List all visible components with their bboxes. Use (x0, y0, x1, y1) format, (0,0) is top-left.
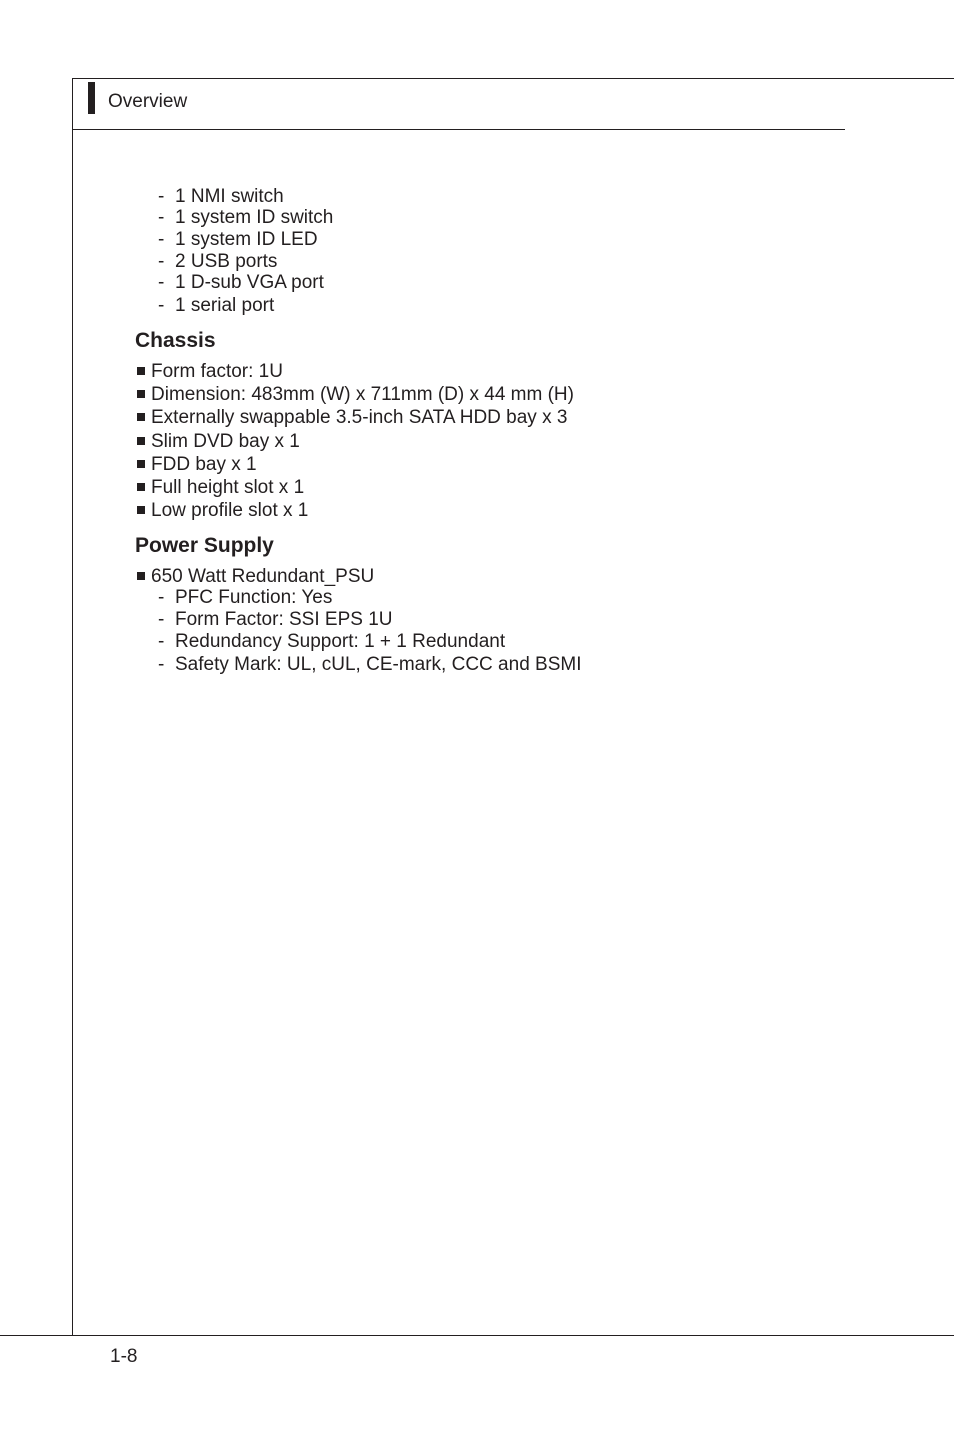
list-item-text: 1 NMI switch (175, 186, 284, 207)
list-item-text: FDD bay x 1 (151, 454, 257, 475)
chassis-heading: Chassis (135, 329, 216, 352)
header-marker-bar (88, 82, 95, 114)
square-bullet-icon (137, 460, 145, 468)
list-item-text: 2 USB ports (175, 251, 278, 272)
square-bullet-icon (137, 483, 145, 491)
list-item-text: PFC Function: Yes (175, 587, 333, 608)
list-item-text: 1 D-sub VGA port (175, 272, 324, 293)
header-divider (72, 129, 845, 130)
list-item-text: Safety Mark: UL, cUL, CE-mark, CCC and BSMI (175, 654, 582, 675)
square-bullet-icon (137, 437, 145, 445)
list-item-text: Form factor: 1U (151, 361, 283, 382)
page-frame-left-border (72, 78, 73, 1335)
dash-marker: - (158, 229, 165, 250)
list-item-text: Slim DVD bay x 1 (151, 431, 300, 452)
dash-marker: - (158, 587, 165, 608)
square-bullet-icon (137, 506, 145, 514)
list-item-text: 1 system ID LED (175, 229, 318, 250)
list-item-text: 650 Watt Redundant_PSU (151, 566, 375, 587)
square-bullet-icon (137, 367, 145, 375)
list-item-text: Form Factor: SSI EPS 1U (175, 609, 393, 630)
dash-marker: - (158, 186, 165, 207)
dash-marker: - (158, 207, 165, 228)
power-supply-heading: Power Supply (135, 534, 274, 557)
list-item-text: Full height slot x 1 (151, 477, 305, 498)
dash-marker: - (158, 654, 165, 675)
list-item-text: Low profile slot x 1 (151, 500, 309, 521)
dash-marker: - (158, 295, 165, 316)
footer-divider (0, 1335, 954, 1336)
dash-marker: - (158, 609, 165, 630)
list-item-text: Externally swappable 3.5-inch SATA HDD bay x 3 (151, 407, 568, 428)
page-frame-top-border (72, 78, 954, 79)
list-item-text: 1 system ID switch (175, 207, 334, 228)
dash-marker: - (158, 631, 165, 652)
square-bullet-icon (137, 413, 145, 421)
list-item-text: Redundancy Support: 1 + 1 Redundant (175, 631, 506, 652)
section-header-title: Overview (108, 91, 188, 112)
list-item-text: 1 serial port (175, 295, 275, 316)
dash-marker: - (158, 251, 165, 272)
page-number: 1-8 (110, 1346, 138, 1367)
list-item-text: Dimension: 483mm (W) x 711mm (D) x 44 mm (H) (151, 384, 574, 405)
square-bullet-icon (137, 390, 145, 398)
dash-marker: - (158, 272, 165, 293)
square-bullet-icon (137, 572, 145, 580)
